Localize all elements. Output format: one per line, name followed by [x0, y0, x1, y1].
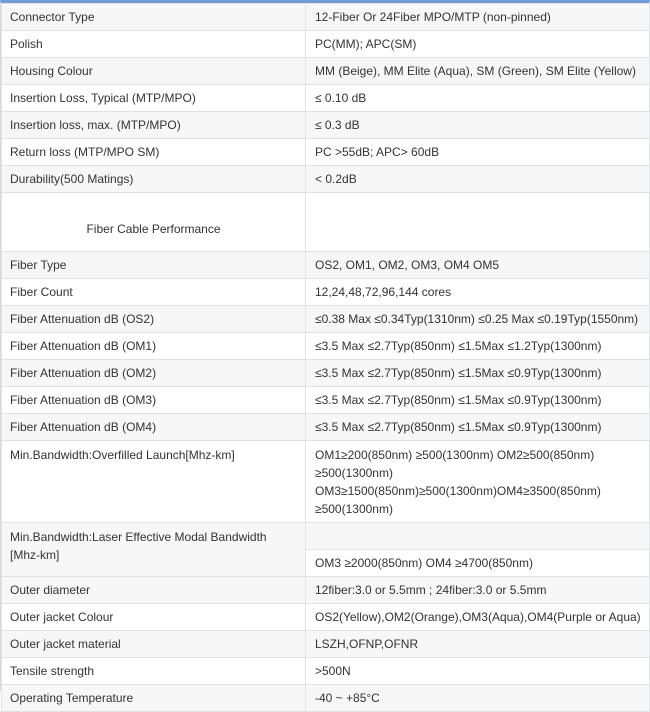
row-label: Operating Temperature: [2, 685, 306, 712]
table-row: [2, 279, 650, 306]
row-value: ≤3.5 Max ≤2.7Typ(850nm) ≤1.5Max ≤0.9Typ(1300nm): [306, 387, 650, 414]
value-line: OM1≥200(850nm) ≥500(1300nm) OM2≥500(850nm): [315, 448, 595, 462]
row-value: -40 ~ +85°C: [306, 685, 650, 712]
row-label: Polish: [2, 31, 306, 58]
row-label: Outer diameter: [2, 577, 306, 604]
table-row: [2, 577, 650, 604]
table-row: [2, 85, 650, 112]
row-value: 12,24,48,72,96,144 cores: [306, 279, 650, 306]
row-label: Outer jacket material: [2, 631, 306, 658]
row-label: Fiber Attenuation dB (OM3): [2, 387, 306, 414]
row-value: ≤ 0.10 dB: [306, 85, 650, 112]
table-row: [2, 112, 650, 139]
row-label: Durability(500 Matings): [2, 166, 306, 193]
row-value: OS2(Yellow),OM2(Orange),OM3(Aqua),OM4(Purple or Aqua): [306, 604, 650, 631]
row-label: Housing Colour: [2, 58, 306, 85]
section-header-row: [2, 193, 650, 252]
table-row: [2, 414, 650, 441]
table-row: [2, 31, 650, 58]
row-label: Insertion loss, max. (MTP/MPO): [2, 112, 306, 139]
row-label: Min.Bandwidth:Laser Effective Modal Bandwidth [Mhz-km]: [2, 523, 306, 577]
row-value: ≤3.5 Max ≤2.7Typ(850nm) ≤1.5Max ≤0.9Typ(1300nm): [306, 360, 650, 387]
table-row: [2, 333, 650, 360]
table-row: [2, 604, 650, 631]
row-value-multiline: [306, 441, 650, 523]
spec-table: [1, 3, 650, 712]
row-value: ≤0.38 Max ≤0.34Typ(1310nm) ≤0.25 Max ≤0.19Typ(1550nm): [306, 306, 650, 333]
table-row: [2, 252, 650, 279]
row-label: Insertion Loss, Typical (MTP/MPO): [2, 85, 306, 112]
row-value: ≤3.5 Max ≤2.7Typ(850nm) ≤1.5Max ≤1.2Typ(1300nm): [306, 333, 650, 360]
table-row-overfilled: [2, 441, 650, 523]
row-value: OS2, OM1, OM2, OM3, OM4 OM5: [306, 252, 650, 279]
row-value: >500N: [306, 658, 650, 685]
row-label: Min.Bandwidth:Overfilled Launch[Mhz-km]: [2, 441, 306, 523]
table-row-laser: [2, 523, 650, 550]
row-value: 12fiber:3.0 or 5.5mm ; 24fiber:3.0 or 5.5mm: [306, 577, 650, 604]
row-label: Connector Type: [2, 4, 306, 31]
row-value: OM3 ≥2000(850nm) OM4 ≥4700(850nm): [306, 550, 650, 577]
row-value: ≤ 0.3 dB: [306, 112, 650, 139]
table-row: [2, 166, 650, 193]
row-value-empty: [306, 523, 650, 550]
table-row: [2, 685, 650, 712]
row-label: Fiber Count: [2, 279, 306, 306]
table-row: [2, 658, 650, 685]
value-line: OM3≥1500(850nm)≥500(1300nm)OM4≥3500(850nm): [315, 484, 601, 498]
section-title: Fiber Cable Performance: [2, 193, 306, 252]
row-label: Fiber Attenuation dB (OS2): [2, 306, 306, 333]
row-label: Tensile strength: [2, 658, 306, 685]
section-empty-cell: [306, 193, 650, 252]
row-label: Fiber Attenuation dB (OM1): [2, 333, 306, 360]
table-row: [2, 387, 650, 414]
row-label: Fiber Type: [2, 252, 306, 279]
value-line: ≥500(1300nm): [315, 502, 393, 516]
row-value: 12-Fiber Or 24Fiber MPO/MTP (non-pinned): [306, 4, 650, 31]
table-row: [2, 631, 650, 658]
row-value: < 0.2dB: [306, 166, 650, 193]
table-row: [2, 139, 650, 166]
row-value: PC >55dB; APC> 60dB: [306, 139, 650, 166]
row-value: MM (Beige), MM Elite (Aqua), SM (Green), SM Elite (Yellow): [306, 58, 650, 85]
row-value: PC(MM); APC(SM): [306, 31, 650, 58]
row-label: Fiber Attenuation dB (OM4): [2, 414, 306, 441]
row-label: Outer jacket Colour: [2, 604, 306, 631]
table-row: [2, 360, 650, 387]
row-label: Return loss (MTP/MPO SM): [2, 139, 306, 166]
table-row: [2, 4, 650, 31]
row-value: ≤3.5 Max ≤2.7Typ(850nm) ≤1.5Max ≤0.9Typ(1300nm): [306, 414, 650, 441]
table-row: [2, 58, 650, 85]
value-line: ≥500(1300nm): [315, 466, 393, 480]
row-label: Fiber Attenuation dB (OM2): [2, 360, 306, 387]
row-value: LSZH,OFNP,OFNR: [306, 631, 650, 658]
table-row: [2, 306, 650, 333]
